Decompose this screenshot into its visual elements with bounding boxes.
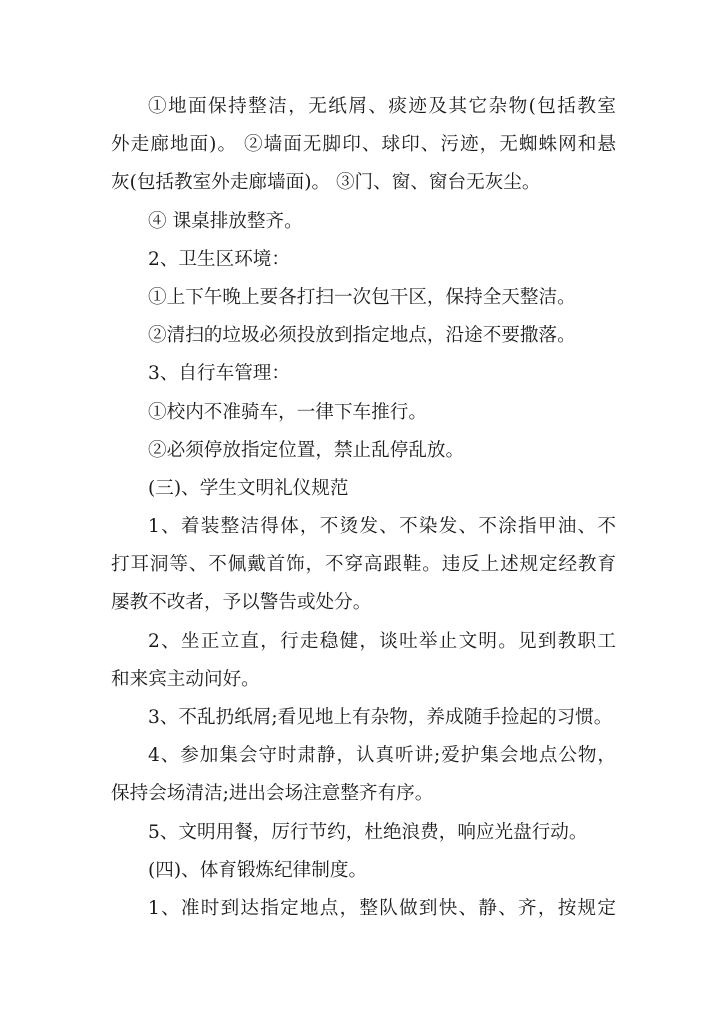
section-heading-physical-exercise [111, 852, 616, 890]
paragraph-cleaning-schedule [111, 279, 616, 317]
text-line: 2、坐正立直，行走稳健，谈吐举止文明。见到教职工 [148, 630, 616, 652]
text-line: ①地面保持整洁，无纸屑、痰迹及其它杂物(包括教室 [148, 96, 616, 117]
text-line: 打耳洞等、不佩戴首饰，不穿高跟鞋。违反上述规定经教育 [111, 554, 616, 576]
paragraph-exercise-arrival [111, 890, 616, 928]
document-page [111, 88, 616, 928]
paragraph-garbage-disposal [111, 317, 616, 355]
text-line: 保持会场清洁;进出会场注意整齐有序。 [111, 783, 434, 805]
paragraph-classroom-cleanliness [111, 88, 616, 203]
paragraph-dining [111, 814, 616, 852]
text-line: 4、参加集会守时肃静，认真听讲;爱护集会地点公物， [148, 745, 616, 767]
text-line: ②清扫的垃圾必须投放到指定地点，沿途不要撒落。 [148, 325, 576, 347]
text-line: ①校内不准骑车，一律下车推行。 [148, 401, 427, 423]
text-line: 2、卫生区环境： [148, 248, 290, 270]
text-line: 3、不乱扔纸屑;看见地上有杂物，养成随手捡起的习惯。 [148, 707, 613, 728]
section-heading-bicycle [111, 355, 616, 393]
text-line: 3、自行车管理： [148, 363, 290, 385]
paragraph-no-littering [111, 699, 616, 737]
paragraph-dress-code [111, 508, 616, 623]
paragraph-assembly [111, 737, 616, 813]
section-heading-etiquette [111, 470, 616, 508]
text-line: ④ 课桌排放整齐。 [148, 210, 303, 232]
paragraph-no-riding [111, 394, 616, 432]
text-line: 屡教不改者，予以警告或处分。 [111, 592, 372, 614]
text-line: ①上下午晚上要各打扫一次包干区，保持全天整洁。 [148, 286, 576, 308]
text-line: ②必须停放指定位置，禁止乱停乱放。 [148, 439, 465, 461]
text-line: 5、文明用餐，厉行节约，杜绝浪费，响应光盘行动。 [148, 821, 588, 843]
text-line: (三)、学生文明礼仪规范 [148, 477, 349, 499]
text-line: 外走廊地面)。 ②墙面无脚印、球印、污迹，无蜘蛛网和悬 [111, 134, 616, 156]
text-line: 1、着装整洁得体，不烫发、不染发、不涂指甲油、不 [148, 516, 616, 538]
text-line: (四)、体育锻炼纪律制度。 [148, 859, 368, 881]
section-heading-hygiene-area [111, 241, 616, 279]
paragraph-desks [111, 203, 616, 241]
paragraph-posture-manners [111, 623, 616, 699]
text-line: 和来宾主动问好。 [111, 668, 260, 690]
text-line: 灰(包括教室外走廊墙面)。 ③门、窗、窗台无灰尘。 [111, 172, 541, 194]
text-line: 1、准时到达指定地点，整队做到快、静、齐，按规定 [148, 897, 616, 919]
paragraph-parking [111, 432, 616, 470]
